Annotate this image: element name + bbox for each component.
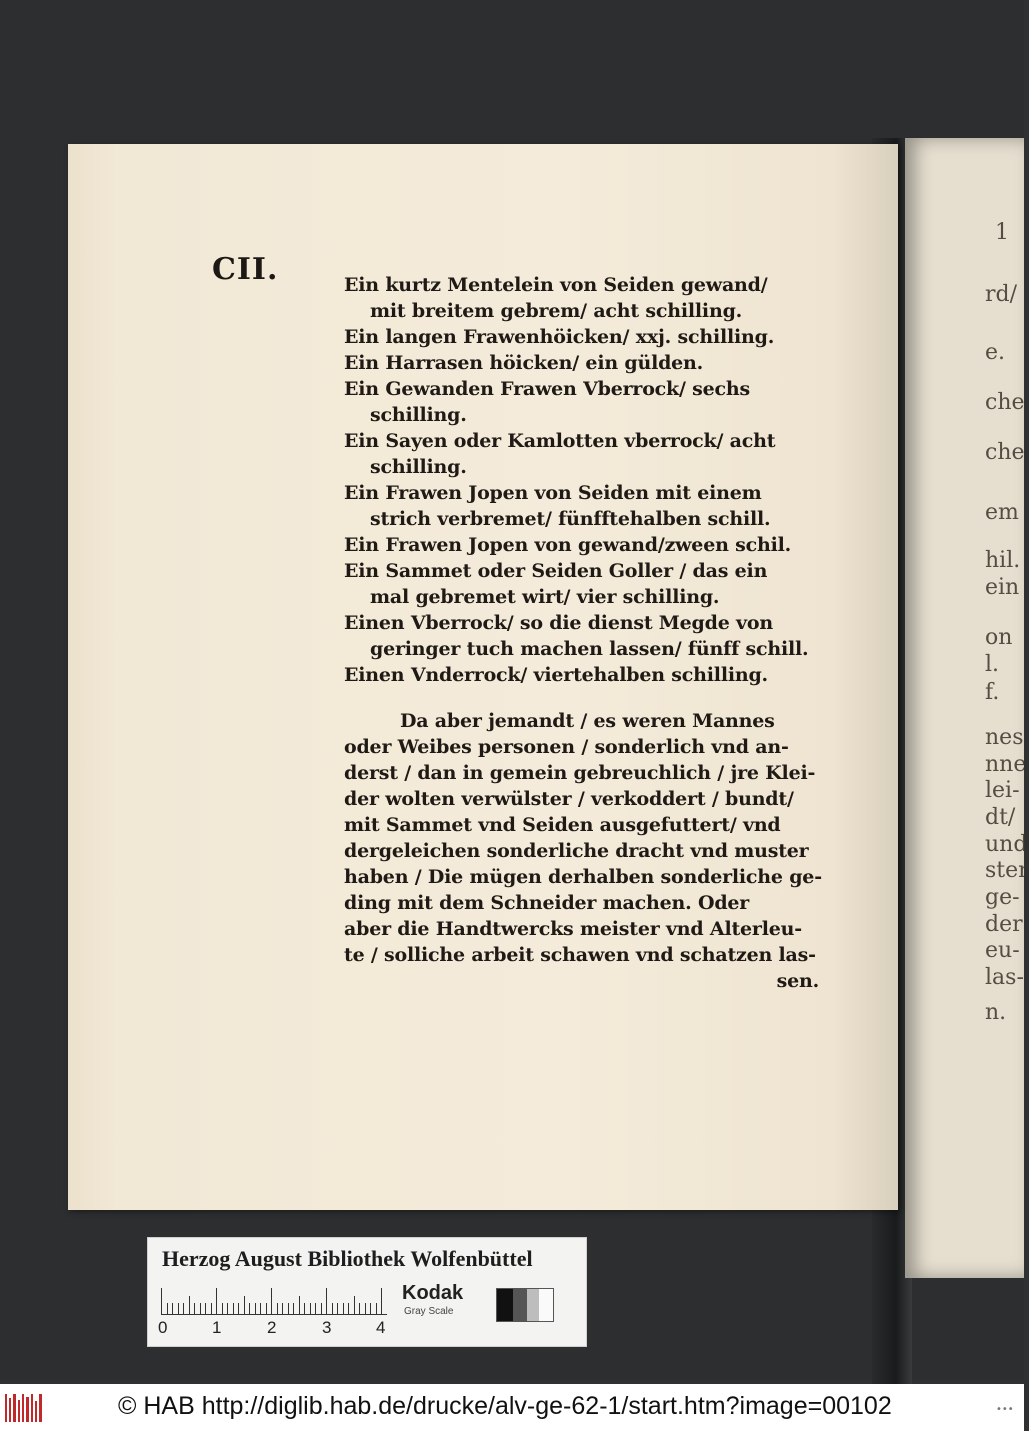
ruler-tick [332, 1303, 333, 1314]
ruler-number: 1 [212, 1318, 222, 1337]
ruler-tick [233, 1303, 234, 1314]
ruler-tick [288, 1303, 289, 1314]
right-page-text: l. [985, 652, 1000, 677]
swatch-dark-gray [513, 1289, 527, 1321]
paragraph-line: Da aber jemandt / es weren Mannes [400, 710, 775, 732]
ruler-tick [194, 1303, 195, 1314]
right-page-text: ster [985, 858, 1029, 883]
ruler-number: 2 [267, 1318, 277, 1337]
right-page-text: der [985, 912, 1023, 937]
ruler-tick [260, 1303, 261, 1314]
ruler-tick [161, 1288, 162, 1314]
ruler-number: 3 [322, 1318, 332, 1337]
ruler-tick [348, 1303, 349, 1314]
text-line: Ein langen Frawenhöicken/ xxj. schilling. [344, 326, 775, 348]
right-page-text: dt/ [985, 805, 1016, 830]
right-page-text: nne [985, 752, 1027, 777]
text-line: Ein kurtz Mentelein von Seiden gewand/ [344, 274, 768, 296]
ruler-tick [310, 1303, 311, 1314]
paragraph-line: te / solliche arbeit schawen vnd schatzen las- [344, 944, 816, 966]
ruler-tick [315, 1303, 316, 1314]
ruler-tick [238, 1303, 239, 1314]
library-name: Herzog August Bibliothek Wolfenbüttel [162, 1246, 533, 1271]
paragraph-line: der wolten verwülster / verkoddert / bundt/ [344, 788, 794, 810]
right-page-text: 1 [995, 220, 1009, 245]
ruler-tick [354, 1296, 355, 1314]
text-line: Einen Vnderrock/ viertehalben schilling. [344, 664, 768, 686]
text-line: geringer tuch machen lassen/ fünff schill. [370, 638, 809, 660]
footer-bar [0, 1384, 1024, 1431]
ruler-tick [167, 1303, 168, 1314]
ruler-tick [376, 1303, 377, 1314]
ruler-tick [326, 1288, 327, 1314]
right-page-text: on [985, 625, 1013, 650]
ruler-tick [216, 1288, 217, 1314]
paragraph-line: ding mit dem Schneider machen. Oder [344, 892, 750, 914]
text-line: mal gebremet wirt/ vier schilling. [370, 586, 720, 608]
right-page-text: f. [985, 680, 1000, 705]
right-page-text: eu- [985, 938, 1020, 963]
scale-ruler [161, 1286, 387, 1315]
right-page-text: ge- [985, 885, 1020, 910]
ruler-tick [304, 1303, 305, 1314]
ruler-tick [271, 1288, 272, 1314]
right-page-text: che [985, 390, 1025, 415]
text-line: Ein Frawen Jopen von gewand/zween schil. [344, 534, 792, 556]
text-line: schilling. [370, 456, 467, 478]
right-page-text: n. [985, 1000, 1007, 1025]
ruler-tick [359, 1303, 360, 1314]
page-text [344, 272, 822, 994]
paragraph-line: dergeleichen sonderliche dracht vnd muster [344, 840, 809, 862]
ruler-tick [172, 1303, 173, 1314]
copyright-url: © HAB http://diglib.hab.de/drucke/alv-ge-62-1/start.htm?image=00102 [118, 1392, 892, 1420]
paragraph-line: mit Sammet vnd Seiden ausgefuttert/ vnd [344, 814, 781, 836]
ruler-tick [293, 1303, 294, 1314]
ruler-tick [200, 1303, 201, 1314]
ruler-tick [337, 1303, 338, 1314]
ruler-tick [266, 1303, 267, 1314]
right-page-fragment [905, 138, 1029, 1278]
barcode-icon [4, 1392, 44, 1424]
gray-scale-label: Gray Scale [404, 1306, 454, 1317]
right-page-text: lei- [985, 778, 1020, 803]
right-page-text: las- [985, 965, 1024, 990]
right-page-text: und [985, 832, 1028, 857]
ruler-tick [189, 1296, 190, 1314]
ruler-tick [222, 1303, 223, 1314]
ruler-tick [211, 1303, 212, 1314]
ruler-tick [299, 1296, 300, 1314]
text-line: Ein Sayen oder Kamlotten vberrock/ acht [344, 430, 776, 452]
right-page-text: hil. [985, 548, 1021, 573]
paragraph-line: derst / dan in gemein gebreuchlich / jre Klei- [344, 762, 816, 784]
right-page-text: rd/ [985, 282, 1018, 307]
ruler-tick [365, 1303, 366, 1314]
text-line: strich verbremet/ fünfftehalben schill. [370, 508, 771, 530]
swatch-light-gray [527, 1289, 539, 1321]
ruler-tick [381, 1288, 382, 1314]
right-page-text: che [985, 440, 1025, 465]
text-line: schilling. [370, 404, 467, 426]
kodak-logo: Kodak [402, 1282, 464, 1304]
right-page-text: ein [985, 575, 1020, 600]
ruler-tick [249, 1303, 250, 1314]
folio-number: CII. [212, 252, 279, 287]
ruler-tick [183, 1303, 184, 1314]
ruler-tick [227, 1303, 228, 1314]
ruler-number: 4 [376, 1318, 386, 1337]
paragraph-line: oder Weibes personen / sonderlich vnd an- [344, 736, 789, 758]
ruler-tick [343, 1303, 344, 1314]
ruler-tick [178, 1303, 179, 1314]
text-line: mit breitem gebrem/ acht schilling. [370, 300, 743, 322]
right-page-text: e. [985, 340, 1006, 365]
text-line: Ein Gewanden Frawen Vberrock/ sechs [344, 378, 751, 400]
ruler-tick [244, 1296, 245, 1314]
paragraph-line: aber die Handtwercks meister vnd Alterleu- [344, 918, 802, 940]
text-line: Ein Frawen Jopen von Seiden mit einem [344, 482, 762, 504]
right-page-text: em [985, 500, 1019, 525]
paragraph-line: sen. [776, 970, 819, 992]
swatch-black [497, 1289, 513, 1321]
more-icon: ••• [996, 1404, 1014, 1415]
ruler-tick [205, 1303, 206, 1314]
swatch-white [539, 1289, 553, 1321]
library-color-card [147, 1237, 587, 1347]
ruler-number: 0 [158, 1318, 168, 1337]
text-line: Ein Sammet oder Seiden Goller / das ein [344, 560, 768, 582]
text-line: Ein Harrasen höicken/ ein gülden. [344, 352, 704, 374]
right-page-text: nes [985, 725, 1024, 750]
ruler-tick [370, 1303, 371, 1314]
ruler-tick [277, 1303, 278, 1314]
ruler-tick [255, 1303, 256, 1314]
ruler-tick [321, 1303, 322, 1314]
ruler-tick [282, 1303, 283, 1314]
gray-swatches [496, 1288, 554, 1322]
text-line: Einen Vberrock/ so die dienst Megde von [344, 612, 773, 634]
paragraph-line: haben / Die mügen derhalben sonderliche ge- [344, 866, 822, 888]
